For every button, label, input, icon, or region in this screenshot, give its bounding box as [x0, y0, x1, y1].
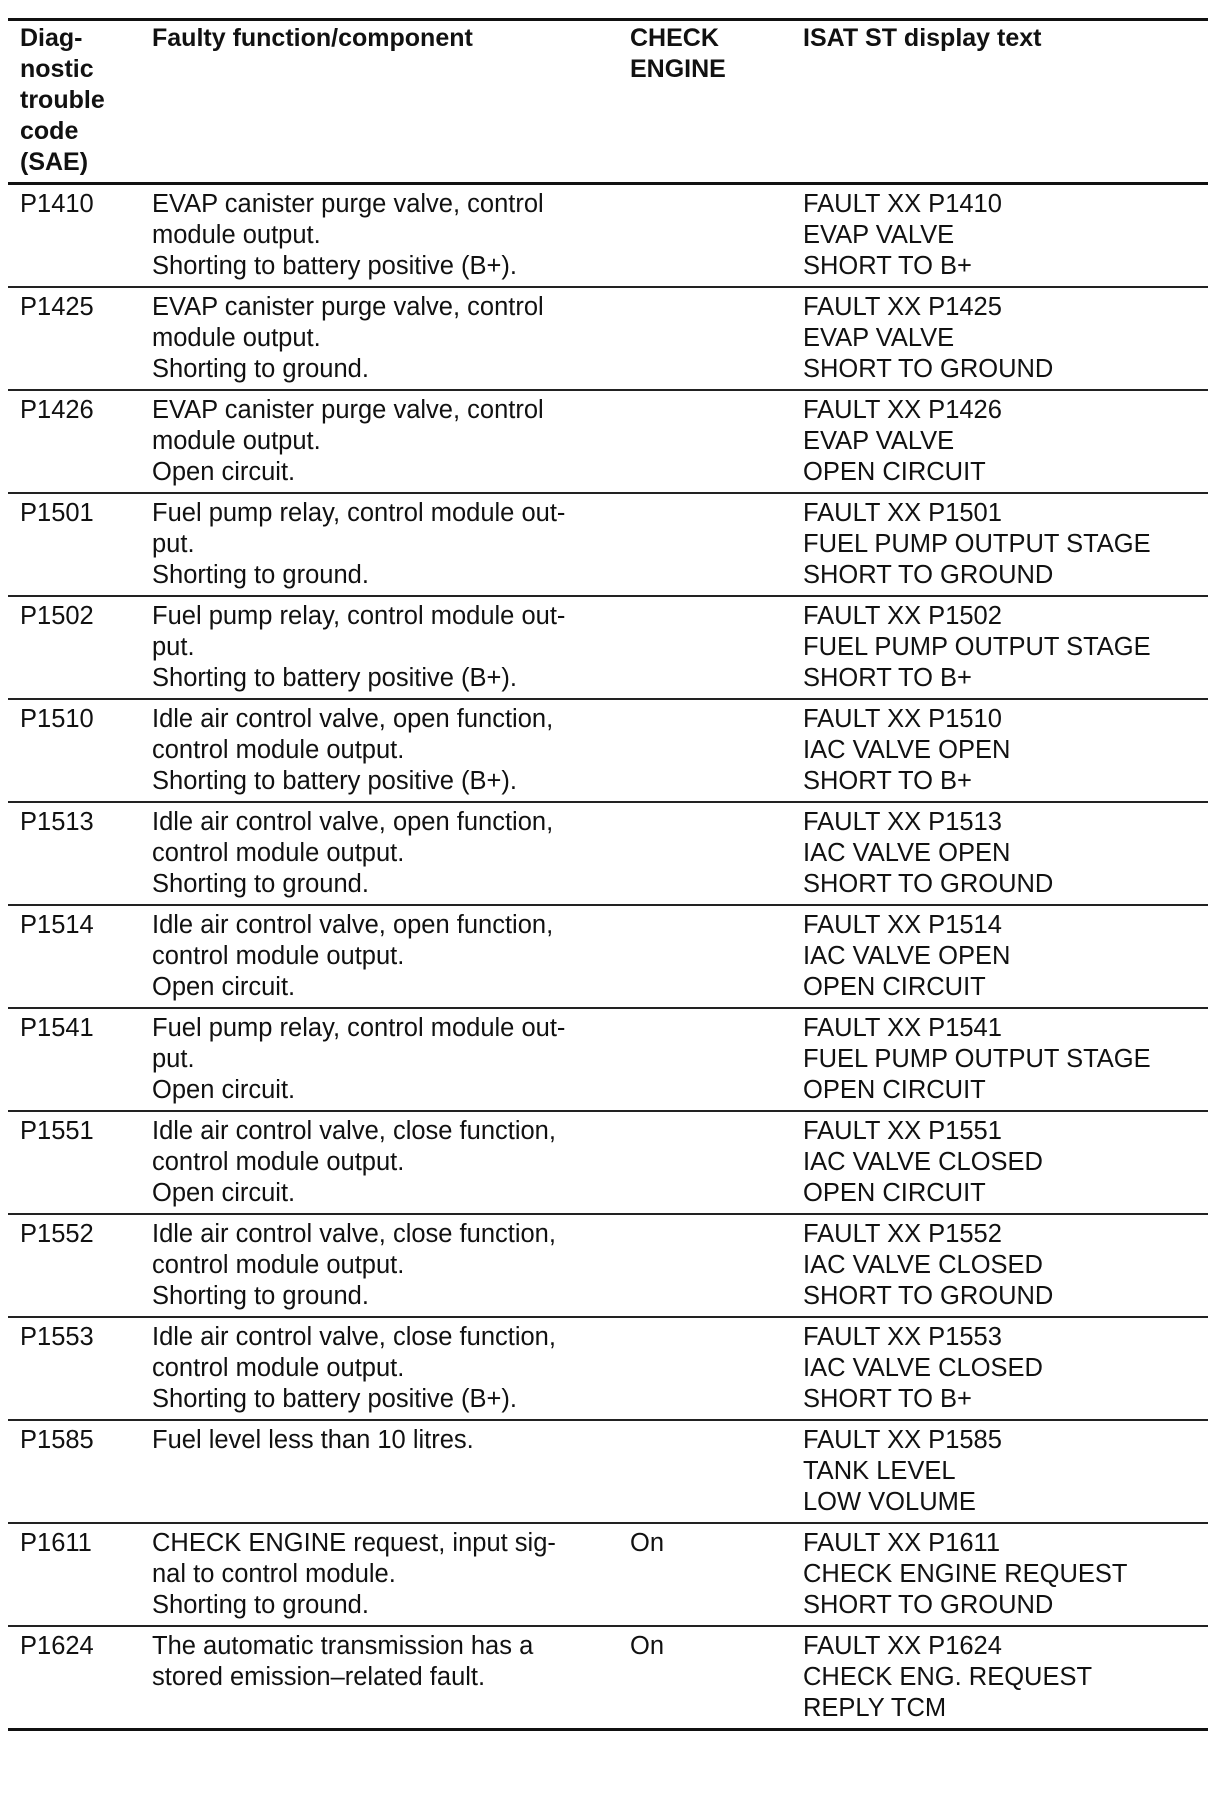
- faulty-function-line: module output.: [152, 221, 321, 249]
- isat-display-line: SHORT TO B+: [803, 664, 972, 692]
- faulty-function-line: Fuel pump relay, control module out-: [152, 1014, 566, 1042]
- isat-display-line: FUEL PUMP OUTPUT STAGE: [803, 633, 1151, 661]
- isat-display-line: CHECK ENGINE REQUEST: [803, 1560, 1128, 1588]
- isat-display-line: IAC VALVE OPEN: [803, 839, 1011, 867]
- check-engine-cell: [618, 1214, 791, 1317]
- faulty-function-cell: [140, 1626, 618, 1730]
- check-engine-cell: [618, 596, 791, 699]
- trouble-code: P1425: [20, 293, 94, 321]
- table-row: [8, 1008, 1208, 1111]
- check-engine-cell: [618, 1111, 791, 1214]
- header-function-line: Faulty function/component: [152, 24, 473, 52]
- isat-display-line: IAC VALVE CLOSED: [803, 1251, 1043, 1279]
- faulty-function-cell: [140, 802, 618, 905]
- isat-display-cell: [791, 1214, 1208, 1317]
- isat-display-cell: [791, 1317, 1208, 1420]
- trouble-code-cell: [8, 905, 140, 1008]
- isat-display-line: EVAP VALVE: [803, 221, 955, 249]
- trouble-code-cell: [8, 1523, 140, 1626]
- trouble-code-cell: [8, 596, 140, 699]
- trouble-code: P1541: [20, 1014, 94, 1042]
- faulty-function-line: stored emission–related fault.: [152, 1663, 486, 1691]
- faulty-function-line: control module output.: [152, 736, 405, 764]
- faulty-function-line: EVAP canister purge valve, control: [152, 293, 544, 321]
- faulty-function-cell: [140, 287, 618, 390]
- isat-display-cell: [791, 1008, 1208, 1111]
- trouble-code-cell: [8, 1214, 140, 1317]
- check-engine-cell: [618, 802, 791, 905]
- faulty-function-cell: [140, 1008, 618, 1111]
- faulty-function-line: CHECK ENGINE request, input sig-: [152, 1529, 556, 1557]
- faulty-function-cell: [140, 493, 618, 596]
- isat-display-line: FAULT XX P1502: [803, 602, 1002, 630]
- faulty-function-cell: [140, 1420, 618, 1523]
- isat-display-cell: [791, 493, 1208, 596]
- header-code-line: nostic: [20, 55, 94, 83]
- faulty-function-line: put.: [152, 633, 195, 661]
- isat-display-line: FAULT XX P1426: [803, 396, 1002, 424]
- trouble-code: P1510: [20, 705, 94, 733]
- trouble-code-cell: [8, 287, 140, 390]
- isat-display-line: FAULT XX P1410: [803, 190, 1002, 218]
- faulty-function-line: Fuel pump relay, control module out-: [152, 602, 566, 630]
- isat-display-line: CHECK ENG. REQUEST: [803, 1663, 1093, 1691]
- document-page: [8, 18, 1208, 1731]
- diagnostic-trouble-code-table: [8, 18, 1208, 1731]
- isat-display-line: FAULT XX P1551: [803, 1117, 1002, 1145]
- isat-display-line: LOW VOLUME: [803, 1488, 976, 1516]
- isat-display-cell: [791, 905, 1208, 1008]
- check-engine-cell: [618, 287, 791, 390]
- check-engine-cell: [618, 1523, 791, 1626]
- isat-display-line: FAULT XX P1553: [803, 1323, 1002, 1351]
- trouble-code-cell: [8, 1626, 140, 1730]
- table-body: [8, 184, 1208, 1730]
- table-row: [8, 905, 1208, 1008]
- isat-display-line: SHORT TO GROUND: [803, 1591, 1054, 1619]
- trouble-code: P1585: [20, 1426, 94, 1454]
- faulty-function-line: control module output.: [152, 1251, 405, 1279]
- faulty-function-line: Open circuit.: [152, 458, 296, 486]
- isat-display-line: FAULT XX P1425: [803, 293, 1002, 321]
- faulty-function-cell: [140, 596, 618, 699]
- table-row: [8, 1111, 1208, 1214]
- faulty-function-line: Open circuit.: [152, 1076, 296, 1104]
- check-engine-cell: [618, 699, 791, 802]
- header-check-engine: [618, 20, 791, 184]
- isat-display-cell: [791, 1523, 1208, 1626]
- isat-display-line: OPEN CIRCUIT: [803, 973, 986, 1001]
- header-check-engine-line: CHECK: [630, 24, 719, 52]
- check-engine-cell: [618, 493, 791, 596]
- faulty-function-cell: [140, 699, 618, 802]
- header-check-engine-line: ENGINE: [630, 55, 726, 83]
- faulty-function-line: control module output.: [152, 1354, 405, 1382]
- trouble-code: P1502: [20, 602, 94, 630]
- faulty-function-line: put.: [152, 1045, 195, 1073]
- isat-display-line: FAULT XX P1585: [803, 1426, 1002, 1454]
- isat-display-line: SHORT TO GROUND: [803, 1282, 1054, 1310]
- faulty-function-line: Shorting to ground.: [152, 1282, 369, 1310]
- check-engine-cell: [618, 184, 791, 288]
- isat-display-line: FUEL PUMP OUTPUT STAGE: [803, 530, 1151, 558]
- faulty-function-line: Idle air control valve, close function,: [152, 1323, 556, 1351]
- table-row: [8, 802, 1208, 905]
- faulty-function-line: Shorting to battery positive (B+).: [152, 1385, 517, 1413]
- faulty-function-line: Idle air control valve, close function,: [152, 1117, 556, 1145]
- faulty-function-line: Idle air control valve, open function,: [152, 808, 554, 836]
- faulty-function-line: Shorting to ground.: [152, 561, 369, 589]
- faulty-function-line: control module output.: [152, 839, 405, 867]
- isat-display-line: IAC VALVE CLOSED: [803, 1354, 1043, 1382]
- isat-display-line: OPEN CIRCUIT: [803, 458, 986, 486]
- header-code-line: (SAE): [20, 148, 89, 176]
- faulty-function-cell: [140, 1214, 618, 1317]
- check-engine-value: On: [630, 1632, 665, 1660]
- trouble-code-cell: [8, 1111, 140, 1214]
- trouble-code-cell: [8, 1317, 140, 1420]
- faulty-function-line: Idle air control valve, close function,: [152, 1220, 556, 1248]
- faulty-function-line: Shorting to battery positive (B+).: [152, 767, 517, 795]
- trouble-code-cell: [8, 802, 140, 905]
- isat-display-cell: [791, 184, 1208, 288]
- isat-display-line: SHORT TO GROUND: [803, 355, 1054, 383]
- faulty-function-line: module output.: [152, 427, 321, 455]
- isat-display-cell: [791, 390, 1208, 493]
- faulty-function-line: Shorting to battery positive (B+).: [152, 252, 517, 280]
- faulty-function-cell: [140, 1523, 618, 1626]
- trouble-code-cell: [8, 1008, 140, 1111]
- trouble-code-cell: [8, 699, 140, 802]
- faulty-function-line: Shorting to ground.: [152, 1591, 369, 1619]
- table-row: [8, 1626, 1208, 1730]
- isat-display-line: FAULT XX P1624: [803, 1632, 1002, 1660]
- isat-display-line: SHORT TO B+: [803, 767, 972, 795]
- check-engine-cell: [618, 1626, 791, 1730]
- table-row: [8, 493, 1208, 596]
- table-row: [8, 1523, 1208, 1626]
- table-row: [8, 287, 1208, 390]
- faulty-function-cell: [140, 1317, 618, 1420]
- trouble-code: P1513: [20, 808, 94, 836]
- faulty-function-line: Open circuit.: [152, 973, 296, 1001]
- trouble-code: P1552: [20, 1220, 94, 1248]
- faulty-function-line: The automatic transmission has a: [152, 1632, 534, 1660]
- faulty-function-line: Shorting to battery positive (B+).: [152, 664, 517, 692]
- isat-display-cell: [791, 596, 1208, 699]
- table-row: [8, 390, 1208, 493]
- isat-display-line: EVAP VALVE: [803, 324, 955, 352]
- faulty-function-line: Idle air control valve, open function,: [152, 705, 554, 733]
- isat-display-line: IAC VALVE CLOSED: [803, 1148, 1043, 1176]
- trouble-code: P1551: [20, 1117, 94, 1145]
- trouble-code: P1624: [20, 1632, 94, 1660]
- isat-display-line: TANK LEVEL: [803, 1457, 956, 1485]
- isat-display-cell: [791, 802, 1208, 905]
- faulty-function-line: put.: [152, 530, 195, 558]
- header-code: [8, 20, 140, 184]
- faulty-function-line: nal to control module.: [152, 1560, 396, 1588]
- isat-display-line: OPEN CIRCUIT: [803, 1179, 986, 1207]
- trouble-code: P1514: [20, 911, 94, 939]
- table-row: [8, 184, 1208, 288]
- isat-display-line: FAULT XX P1501: [803, 499, 1002, 527]
- table-row: [8, 699, 1208, 802]
- isat-display-line: FAULT XX P1514: [803, 911, 1002, 939]
- faulty-function-line: Open circuit.: [152, 1179, 296, 1207]
- isat-display-line: EVAP VALVE: [803, 427, 955, 455]
- header-code-line: trouble: [20, 86, 105, 114]
- faulty-function-line: Fuel pump relay, control module out-: [152, 499, 566, 527]
- trouble-code-cell: [8, 390, 140, 493]
- check-engine-cell: [618, 905, 791, 1008]
- isat-display-cell: [791, 1626, 1208, 1730]
- faulty-function-line: Fuel level less than 10 litres.: [152, 1426, 474, 1454]
- header-row: [8, 20, 1208, 184]
- faulty-function-cell: [140, 905, 618, 1008]
- isat-display-line: FUEL PUMP OUTPUT STAGE: [803, 1045, 1151, 1073]
- isat-display-cell: [791, 1420, 1208, 1523]
- faulty-function-line: EVAP canister purge valve, control: [152, 396, 544, 424]
- header-code-line: code: [20, 117, 79, 145]
- isat-display-line: FAULT XX P1611: [803, 1529, 1001, 1557]
- isat-display-line: REPLY TCM: [803, 1694, 947, 1722]
- faulty-function-cell: [140, 1111, 618, 1214]
- table-header: [8, 20, 1208, 184]
- isat-display-line: IAC VALVE OPEN: [803, 736, 1011, 764]
- isat-display-line: SHORT TO GROUND: [803, 561, 1054, 589]
- isat-display-line: FAULT XX P1510: [803, 705, 1002, 733]
- trouble-code: P1501: [20, 499, 94, 527]
- isat-display-line: OPEN CIRCUIT: [803, 1076, 986, 1104]
- check-engine-cell: [618, 390, 791, 493]
- isat-display-cell: [791, 1111, 1208, 1214]
- header-function: [140, 20, 618, 184]
- faulty-function-cell: [140, 184, 618, 288]
- isat-display-cell: [791, 699, 1208, 802]
- trouble-code: P1410: [20, 190, 94, 218]
- check-engine-cell: [618, 1008, 791, 1111]
- header-code-line: Diag-: [20, 24, 83, 52]
- isat-display-line: IAC VALVE OPEN: [803, 942, 1011, 970]
- check-engine-cell: [618, 1420, 791, 1523]
- table-row: [8, 596, 1208, 699]
- trouble-code: P1611: [20, 1529, 92, 1557]
- header-isat-line: ISAT ST display text: [803, 24, 1042, 52]
- isat-display-cell: [791, 287, 1208, 390]
- faulty-function-line: module output.: [152, 324, 321, 352]
- trouble-code: P1553: [20, 1323, 94, 1351]
- trouble-code-cell: [8, 493, 140, 596]
- table-row: [8, 1420, 1208, 1523]
- trouble-code-cell: [8, 184, 140, 288]
- faulty-function-line: Idle air control valve, open function,: [152, 911, 554, 939]
- faulty-function-line: control module output.: [152, 942, 405, 970]
- faulty-function-line: Shorting to ground.: [152, 355, 369, 383]
- faulty-function-cell: [140, 390, 618, 493]
- table-row: [8, 1317, 1208, 1420]
- isat-display-line: SHORT TO GROUND: [803, 870, 1054, 898]
- isat-display-line: FAULT XX P1552: [803, 1220, 1002, 1248]
- faulty-function-line: control module output.: [152, 1148, 405, 1176]
- trouble-code-cell: [8, 1420, 140, 1523]
- check-engine-cell: [618, 1317, 791, 1420]
- table-row: [8, 1214, 1208, 1317]
- header-isat-display: [791, 20, 1208, 184]
- isat-display-line: SHORT TO B+: [803, 1385, 972, 1413]
- isat-display-line: SHORT TO B+: [803, 252, 972, 280]
- isat-display-line: FAULT XX P1541: [803, 1014, 1002, 1042]
- trouble-code: P1426: [20, 396, 94, 424]
- isat-display-line: FAULT XX P1513: [803, 808, 1002, 836]
- faulty-function-line: EVAP canister purge valve, control: [152, 190, 544, 218]
- faulty-function-line: Shorting to ground.: [152, 870, 369, 898]
- check-engine-value: On: [630, 1529, 665, 1557]
